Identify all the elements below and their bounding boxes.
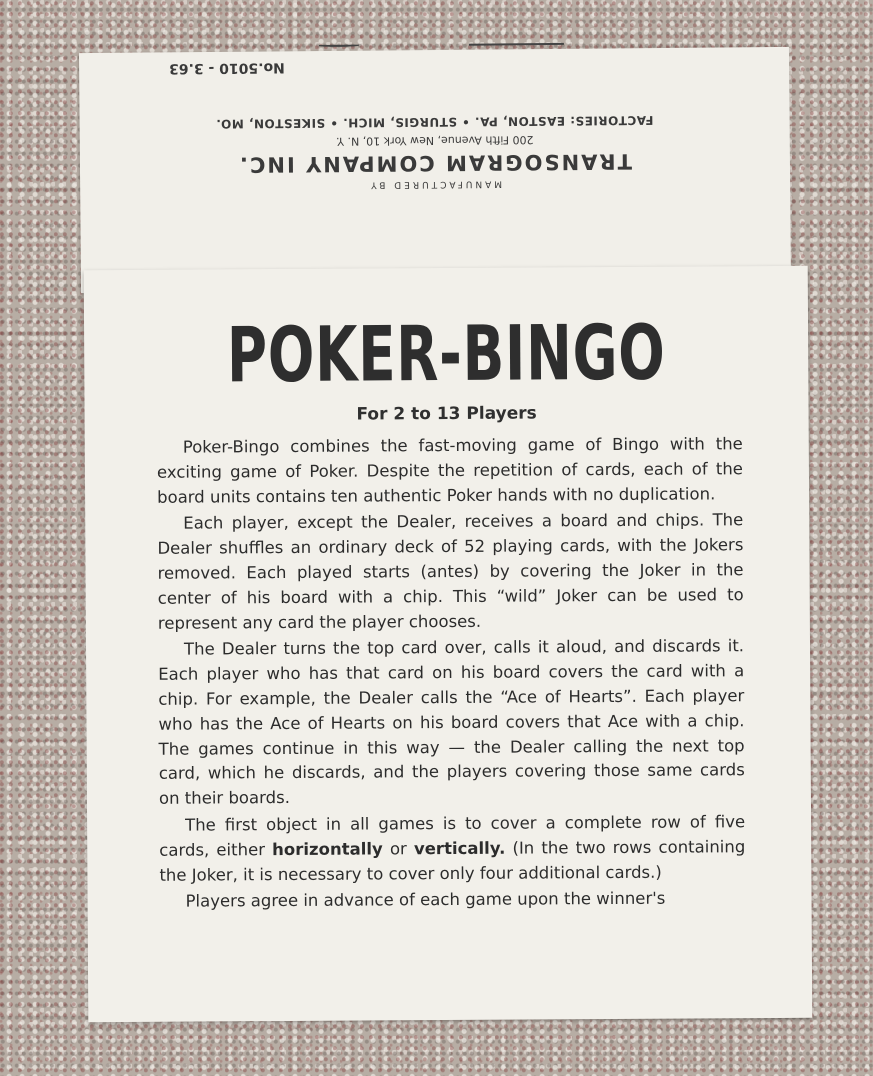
company-address: 200 Fifth Avenue, New York 10, N. Y. — [335, 133, 534, 148]
instruction-sheet — [84, 266, 813, 1022]
objective-or: or — [389, 839, 407, 859]
objective-horizontally: horizontally — [272, 839, 383, 859]
company-name: TRANSOGRAM COMPANY INC. — [237, 149, 633, 177]
manufactured-by-label: MANUFACTURED BY — [368, 178, 503, 190]
rules-text — [157, 432, 746, 917]
paragraph-play: The Dealer turns the top card over, calls it aloud, and discards it. Each player who has that card on his board covers the card with a chip. For example, the Dealer calls the “Ace of Hearts”. Each player who has the Ace of Hearts on his board covers that Ace with a chip. The games continue in this way — the Dealer calling the next top card, which he discards, and the players covering those same cards on their boards. — [158, 636, 745, 808]
upside-down-imprint — [79, 47, 791, 293]
form-number: No.5010 - 3.63 — [169, 59, 285, 77]
back-sheet-upside-down — [79, 47, 791, 293]
paragraph-intro: Poker-Bingo combines the fast-moving game of Bingo with the exciting game of Poker. Despite the repetition of cards, each of the board units contains ten authentic Poker hands with no duplication. — [156, 434, 743, 507]
paragraph-setup: Each player, except the Dealer, receives a board and chips. The Dealer shuffles an ordinary deck of 52 playing cards, with the Jokers removed. Each played starts (antes) by covering the Joker in the center of his board with a chip. This “wild” Joker can be used to represent any card the player chooses. — [157, 510, 744, 633]
paragraph-winner: Players agree in advance of each game upon the winner's — [185, 889, 666, 911]
partial-title-stroke-right — [319, 45, 359, 47]
objective-text-end: (In the two rows containing the Joker, it is necessary to cover only four additional cards.) — [159, 836, 746, 885]
objective-vertically: vertically. — [413, 838, 506, 858]
factories-line: FACTORIES: EASTON, PA. • STURGIS, MICH. • SIKESTON, MO. — [215, 113, 654, 131]
paragraph-objective — [159, 810, 745, 888]
objective-text-start: The first object in all games is to cover a complete row of five cards, either — [159, 812, 746, 860]
partial-title-stroke-left — [469, 43, 564, 46]
player-count-subtitle: For 2 to 13 Players — [356, 403, 537, 425]
game-title: POKER-BINGO — [226, 307, 666, 400]
